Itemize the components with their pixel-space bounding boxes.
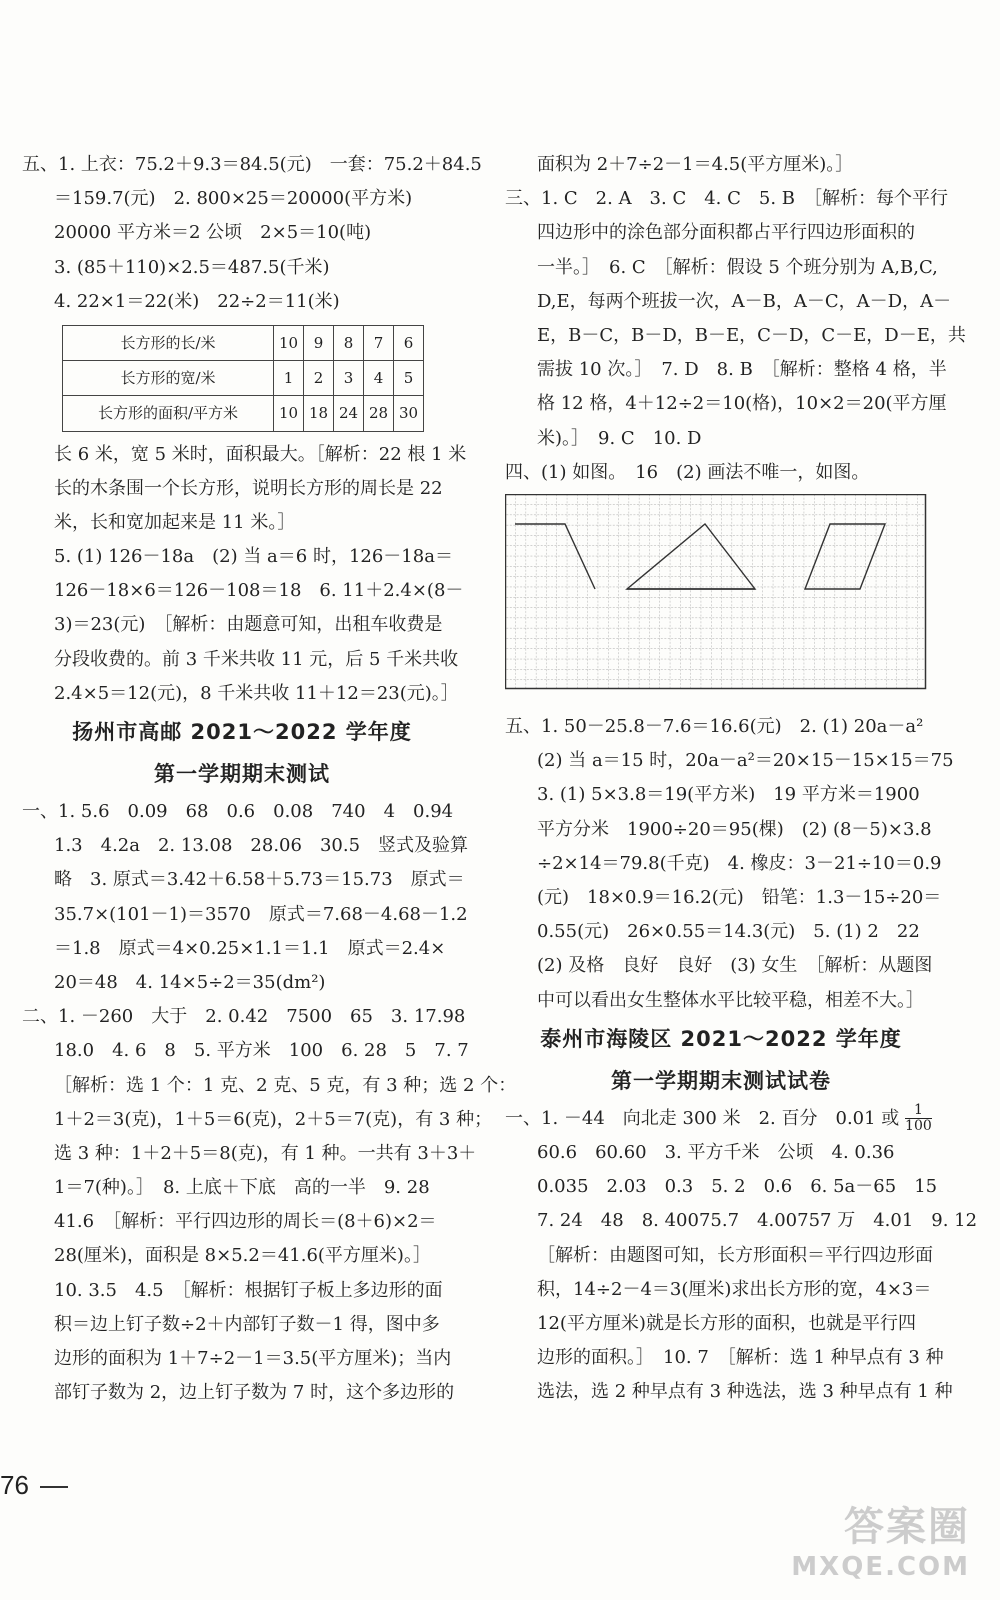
table-cell: 8 (334, 325, 364, 360)
text-line: ÷2×14＝79.8(千克) 4. 橡皮：3－21÷10＝0.9 (537, 852, 942, 874)
section-heading: 扬州市高邮 2021～2022 学年度 (72, 720, 412, 745)
text-line: 分段收费的。前 3 千米共收 11 元，后 5 千米共收 (54, 648, 459, 670)
text-line: D,E，每两个班拔一次，A－B，A－C，A－D，A－ (537, 290, 952, 312)
text-line: 平方分米 1900÷20＝95(棵) (2) (8－5)×3.8 (537, 818, 932, 840)
text-line: 米，长和宽加起来是 11 米。］ (54, 511, 296, 533)
text-line: 选法，选 2 种早点有 3 种选法，选 3 种早点有 1 种 (537, 1381, 953, 1403)
table-cell: 18 (304, 396, 334, 431)
text-fragment: 一、1. －44 向北走 300 米 2. 百分 0.01 或 (505, 1107, 900, 1129)
text-line: 3)＝23(元) ［解析：由题意可知，出租车收费是 (54, 614, 443, 636)
text-line: 一半。］ 6. C ［解析：假设 5 个班分别为 A,B,C, (537, 256, 938, 278)
text-line: 部钉子数为 2，边上钉子数为 7 时，这个多边形的 (54, 1382, 455, 1404)
text-line (505, 1102, 937, 1136)
section-subheading: 第一学期期末测试 (154, 762, 330, 787)
text-line: ［解析：选 1 个：1 克、2 克、5 克，有 3 种；选 2 个： (54, 1074, 517, 1096)
fraction-numerator: 1 (905, 1103, 932, 1119)
text-line: (元) 18×0.9＝16.2(元) 铅笔：1.3－15÷20＝ (537, 887, 942, 909)
fraction-denominator: 100 (905, 1118, 932, 1135)
table-cell: 9 (304, 325, 334, 360)
text-line: 长的木条围一个长方形，说明长方形的周长是 22 (54, 477, 443, 499)
watermark-logo-text: 答案圈 (844, 1504, 970, 1550)
rectangle-table (62, 325, 424, 432)
right-column (505, 148, 978, 1409)
table-cell: 28 (364, 396, 394, 431)
text-line: (2) 及格 良好 良好 (3) 女生 ［解析：从题图 (537, 955, 933, 977)
text-line: 边形的面积为 1＋7÷2－1＝3.5(平方厘米)；当内 (54, 1348, 452, 1370)
text-line: E，B－C，B－D，B－E，C－D，C－E，D－E，共 (537, 324, 966, 346)
fraction (905, 1103, 932, 1134)
text-line: 五、1. 上衣：75.2＋9.3＝84.5(元) 一套：75.2＋84.5 (22, 154, 482, 175)
table-cell: 1 (274, 361, 304, 396)
text-line: 选 3 种：1＋2＋5＝8(克)，有 1 种。一共有 3＋3＋ (54, 1142, 477, 1164)
left-column (22, 148, 517, 1410)
table-cell: 7 (364, 325, 394, 360)
text-line: 积，14÷2－4＝3(厘米)求出长方形的宽，4×3＝ (537, 1278, 932, 1300)
grid-figure (505, 494, 937, 702)
text-line: 略 3. 原式＝3.42＋6.58＋5.73＝15.73 原式＝ (54, 869, 465, 891)
text-line: 二、1. －260 大于 2. 0.42 7500 65 3. 17.98 (22, 1006, 466, 1028)
table-cell: 6 (394, 325, 424, 360)
text-line: 10. 3.5 4.5 ［解析：根据钉子板上多边形的面 (54, 1279, 443, 1301)
table-cell: 2 (304, 361, 334, 396)
text-line: 三、1. C 2. A 3. C 4. C 5. B ［解析：每个平行 (505, 188, 949, 210)
table-cell: 4 (364, 361, 394, 396)
text-line: 积＝边上钉子数÷2＋内部钉子数－1 得，图中多 (54, 1313, 440, 1335)
table-cell: 3 (334, 361, 364, 396)
text-line: 35.7×(101－1)＝3570 原式＝7.68－4.68－1.2 (54, 903, 468, 925)
section-heading: 泰州市海陵区 2021～2022 学年度 (540, 1026, 902, 1051)
text-line: 126－18×6＝126－108＝18 6. 11＋2.4×(8－ (54, 580, 464, 602)
text-line: 需拔 10 次。］ 7. D 8. B ［解析：整格 4 格，半 (537, 359, 947, 381)
table-cell-label: 长方形的长/米 (63, 325, 274, 360)
text-line: 长 6 米，宽 5 米时，面积最大。［解析：22 根 1 米 (54, 443, 467, 465)
table-cell: 10 (274, 396, 304, 431)
text-line: 四边形中的涂色部分面积都占平行四边形面积的 (537, 222, 915, 244)
page-number: 76 (0, 1470, 29, 1500)
text-line: 4. 22×1＝22(米) 22÷2＝11(米) (54, 290, 340, 312)
text-line: 60.6 60.60 3. 平方千米 公顷 4. 0.36 (537, 1141, 895, 1163)
text-line: 1.3 4.2a 2. 13.08 28.06 30.5 竖式及验算 (54, 835, 469, 857)
text-line: ［解析：由题图可知，长方形面积＝平行四边形面 (537, 1244, 933, 1266)
text-line: ＝1.8 原式＝4×0.25×1.1＝1.1 原式＝2.4× (54, 937, 446, 959)
text-line: 3. (85＋110)×2.5＝487.5(千米) (54, 256, 330, 278)
text-line: 米)。］ 9. C 10. D (537, 427, 702, 449)
grid-drawing (505, 494, 927, 690)
text-line: 41.6 ［解析：平行四边形的周长＝(8＋6)×2＝ (54, 1211, 437, 1233)
table-cell: 5 (394, 361, 424, 396)
text-line: 一、1. 5.6 0.09 68 0.6 0.08 740 4 0.94 (22, 801, 454, 823)
text-line: 2.4×5＝12(元)，8 千米共收 11＋12＝23(元)。］ (54, 682, 459, 704)
text-line: (2) 当 a＝15 时，20a－a²＝20×15－15×15＝75 (537, 750, 954, 772)
text-line: 20＝48 4. 14×5÷2＝35(dm²) (54, 971, 326, 993)
page-number-rule (40, 1486, 68, 1488)
text-line: 3. (1) 5×3.8＝19(平方米) 19 平方米＝1900 (537, 784, 920, 806)
text-line: 格 12 格，4＋12÷2＝10(格)，10×2＝20(平方厘 (537, 393, 947, 415)
text-line: 四、(1) 如图。 16 (2) 画法不唯一，如图。 (505, 461, 870, 483)
watermark-url: MXQE.COM (791, 1552, 970, 1582)
text-line: 边形的面积。］ 10. 7 ［解析：选 1 种早点有 3 种 (537, 1347, 944, 1369)
table-cell-label: 长方形的面积/平方米 (63, 396, 274, 431)
table-row (63, 325, 424, 360)
table-cell: 10 (274, 325, 304, 360)
text-line: 面积为 2＋7÷2－1＝4.5(平方厘米)。］ (537, 154, 854, 175)
text-line: 1＝7(种)。］ 8. 上底＋下底 高的一半 9. 28 (54, 1177, 430, 1199)
text-line: 28(厘米)，面积是 8×5.2＝41.6(平方厘米)。］ (54, 1245, 431, 1267)
text-line: 18.0 4. 6 8 5. 平方米 100 6. 28 5 7. 7 (54, 1040, 469, 1062)
text-line: ＝159.7(元) 2. 800×25＝20000(平方米) (54, 188, 413, 210)
text-line: 12(平方厘米)就是长方形的面积，也就是平行四 (537, 1312, 916, 1334)
text-line: 中可以看出女生整体水平比较平稳，相差不大。］ (537, 989, 924, 1011)
section-subheading: 第一学期期末测试试卷 (611, 1068, 831, 1093)
table-cell: 30 (394, 396, 424, 431)
table-cell: 24 (334, 396, 364, 431)
table-row (63, 396, 424, 431)
table-row (63, 361, 424, 396)
text-line: 五、1. 50－25.8－7.6＝16.6(元) 2. (1) 20a－a² (505, 716, 924, 738)
text-line: 7. 24 48 8. 40075.7 4.00757 万 4.01 9. 12 (537, 1210, 978, 1232)
text-line: 20000 平方米＝2 公顷 2×5＝10(吨) (54, 222, 372, 244)
text-line: 1＋2＝3(克)，1＋5＝6(克)，2＋5＝7(克)，有 3 种； (54, 1108, 493, 1130)
text-line: 0.035 2.03 0.3 5. 2 0.6 6. 5a－65 15 (537, 1176, 938, 1198)
watermark (791, 1495, 970, 1582)
text-line: 5. (1) 126－18a (2) 当 a＝6 时，126－18a＝ (54, 546, 453, 568)
table-cell-label: 长方形的宽/米 (63, 361, 274, 396)
text-line: 0.55(元) 26×0.55＝14.3(元) 5. (1) 2 22 (537, 921, 920, 943)
